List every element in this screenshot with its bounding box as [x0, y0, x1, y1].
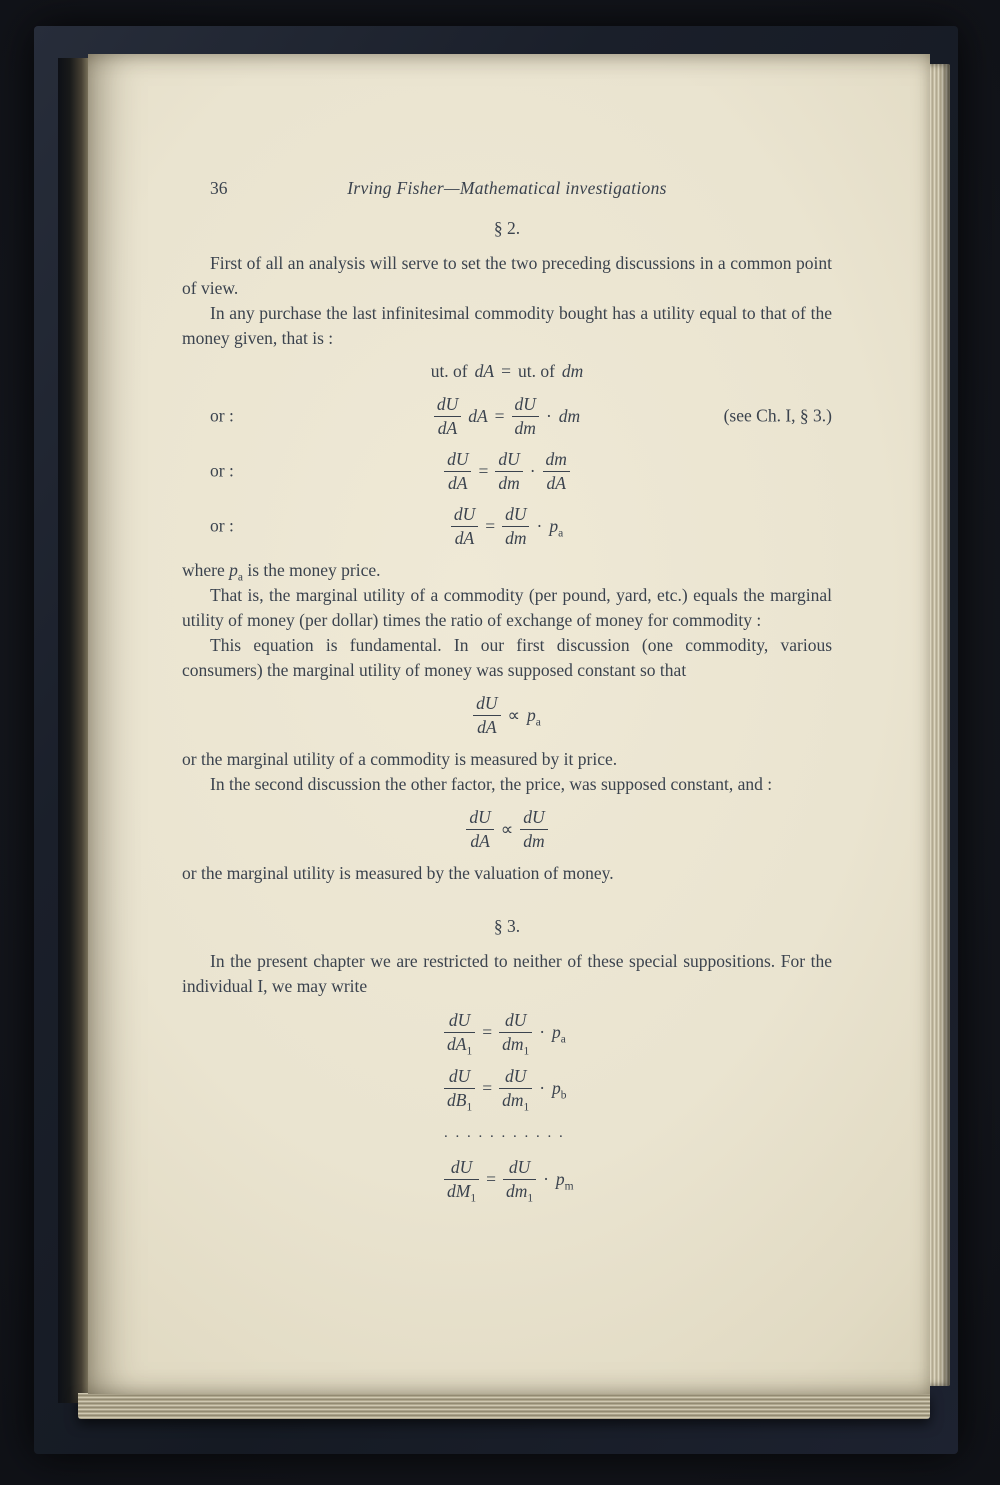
or-label: or : [210, 515, 234, 536]
var-dM: dM [447, 1180, 471, 1201]
numerator: dU [495, 450, 522, 472]
equation-block-section-3 [444, 1009, 832, 1202]
paragraph-7: or the marginal utility is measured by the valuation of money. [182, 863, 614, 883]
page-number: 36 [210, 178, 228, 198]
fraction-dU-dm [495, 450, 522, 493]
fraction-dU-dM1 [444, 1156, 479, 1204]
text-ut-of: ut. of [430, 361, 468, 381]
fraction-dU-dA [444, 450, 471, 493]
var-p-a [549, 514, 563, 539]
running-head [182, 176, 832, 202]
paragraph-2: In any purchase the last infinitesimal commodity bought has a utility equal to that of the money given, that is : [182, 303, 832, 348]
var-p-a [552, 1020, 566, 1045]
subscript-a: a [535, 716, 541, 728]
fraction-dU-dm1 [499, 1009, 532, 1057]
var-p: p [552, 1077, 561, 1098]
denominator [444, 1180, 479, 1204]
denominator [503, 1180, 536, 1204]
equation-ut [182, 359, 832, 384]
var-dA: dA [474, 361, 495, 381]
fraction-dU-dA [451, 505, 478, 548]
denominator [444, 1033, 475, 1057]
denominator: dA [437, 417, 458, 438]
page-edges-bottom [78, 1393, 930, 1419]
proportional-sign: ∝ [507, 704, 521, 725]
var-p-a [527, 703, 541, 728]
denominator: dA [477, 716, 497, 737]
denominator [444, 1089, 475, 1113]
fraction-dU-dm1 [499, 1065, 532, 1113]
denominator: dA [454, 527, 475, 548]
fraction-dU-dm [502, 505, 529, 548]
equals-sign: = [494, 405, 505, 426]
or-label: or : [210, 405, 234, 426]
paragraph-4: This equation is fundamental. In our first discussion (one commodity, various consumers) the marginal utility of money was supposed constant so that [182, 635, 832, 680]
denominator: dm [498, 472, 520, 493]
equals-sign: = [501, 361, 511, 381]
subscript-1: 1 [527, 1192, 534, 1204]
paragraph-3: That is, the marginal utility of a commodity (per pound, yard, etc.) equals the marginal utility of money (per dollar) times the ratio of exchange of money for commodity : [182, 585, 832, 630]
ellipsis-row: . . . . . . . . . . . [444, 1125, 565, 1141]
fraction-dU-dm1 [503, 1156, 536, 1204]
paragraph-6: In the second discussion the other factor, the price, was supposed constant, and : [210, 774, 773, 794]
numerator: dU [502, 505, 529, 527]
paragraph-1: First of all an analysis will serve to set the two preceding discussions in a common point of view. [182, 253, 832, 298]
var-p: p [555, 1168, 565, 1189]
var-dm: dm [502, 1033, 524, 1054]
subscript-m: m [564, 1180, 574, 1192]
subscript-1: 1 [523, 1045, 530, 1057]
text: is the money price. [247, 560, 381, 580]
var-dm: dm [505, 1180, 528, 1201]
cdot: · [539, 1077, 546, 1098]
var-dA: dA [447, 1033, 467, 1054]
subscript-b: b [560, 1089, 567, 1101]
numerator: dU [444, 1011, 475, 1033]
text-ut-of: ut. of [517, 361, 555, 381]
subscript-1: 1 [470, 1192, 477, 1204]
denominator: dm [523, 830, 545, 851]
page-edges-left [58, 58, 88, 1403]
subscript-a: a [558, 527, 564, 539]
var-dm: dm [558, 405, 581, 426]
section-3-heading: § 3. [493, 916, 521, 936]
equals-sign: = [486, 1168, 496, 1189]
text: where [182, 560, 225, 580]
fraction-dU-dm [512, 395, 539, 438]
numerator: dU [444, 1158, 479, 1180]
subscript-1: 1 [466, 1045, 473, 1057]
fraction-dm-dA [543, 450, 570, 493]
paragraph-5: or the marginal utility of a commodity is measured by it price. [182, 749, 618, 769]
numerator: dU [499, 1067, 532, 1089]
equation-row-8 [444, 1156, 832, 1202]
numerator: dU [473, 694, 500, 716]
cdot: · [543, 1168, 549, 1189]
denominator: dA [470, 830, 490, 851]
equals-sign: = [478, 460, 489, 481]
var-p-b [552, 1076, 567, 1101]
var-p: p [229, 560, 238, 580]
cdot: · [529, 460, 536, 481]
var-p-a [229, 560, 243, 584]
subscript-1: 1 [523, 1101, 530, 1113]
paragraph-8: In the present chapter we are restricted to neither of these special suppositions. For the individual I, we may write [182, 951, 832, 996]
denominator: dm [514, 417, 536, 438]
book-page [88, 54, 930, 1394]
numerator: dU [444, 1067, 475, 1089]
paragraph-where [182, 558, 832, 583]
equation-row-5 [182, 806, 832, 852]
subscript-a: a [560, 1033, 566, 1045]
cdot: · [536, 515, 543, 536]
equation-row-1 [182, 393, 832, 439]
equation-row-3 [182, 503, 832, 549]
fraction-dU-dA [466, 808, 493, 851]
equation-row-6 [444, 1009, 832, 1055]
section-2-heading: § 2. [493, 218, 521, 238]
equals-sign: = [482, 1021, 493, 1042]
equation-row-7 [444, 1065, 832, 1111]
denominator: dm [505, 527, 527, 548]
equals-sign: = [485, 515, 496, 536]
var-dA: dA [468, 405, 488, 426]
fraction-dU-dA [434, 395, 461, 438]
var-p: p [552, 1021, 561, 1042]
equation-row-2 [182, 448, 832, 494]
var-dm: dm [561, 361, 584, 381]
var-p: p [527, 704, 536, 725]
fraction-dU-dB1 [444, 1065, 475, 1113]
numerator: dU [499, 1011, 532, 1033]
proportional-sign: ∝ [500, 818, 514, 839]
denominator: dA [448, 472, 468, 493]
subscript-a: a [237, 571, 243, 584]
var-dm: dm [502, 1089, 524, 1110]
equation-row-4 [182, 692, 832, 738]
running-title: Irving Fisher—Mathematical investigations [347, 178, 667, 198]
fraction-dU-dm [520, 808, 547, 851]
cdot: · [545, 405, 552, 426]
see-chapter-note: (see Ch. I, § 3.) [723, 405, 832, 426]
var-p-m [556, 1167, 574, 1192]
numerator: dU [444, 450, 471, 472]
fraction-dU-dA [473, 694, 500, 737]
var-dB: dB [447, 1089, 467, 1110]
var-p: p [549, 515, 559, 536]
cdot: · [539, 1021, 546, 1042]
numerator: dU [512, 395, 539, 417]
or-label: or : [210, 460, 234, 481]
denominator [499, 1033, 532, 1057]
numerator: dU [434, 395, 461, 417]
page-content [182, 176, 832, 1212]
numerator: dU [503, 1158, 536, 1180]
numerator: dU [451, 505, 478, 527]
numerator: dU [520, 808, 547, 830]
fraction-dU-dA1 [444, 1009, 475, 1057]
denominator [499, 1089, 532, 1113]
numerator: dm [543, 450, 570, 472]
subscript-1: 1 [466, 1101, 473, 1113]
numerator: dU [466, 808, 493, 830]
equals-sign: = [482, 1077, 493, 1098]
denominator: dA [546, 472, 566, 493]
